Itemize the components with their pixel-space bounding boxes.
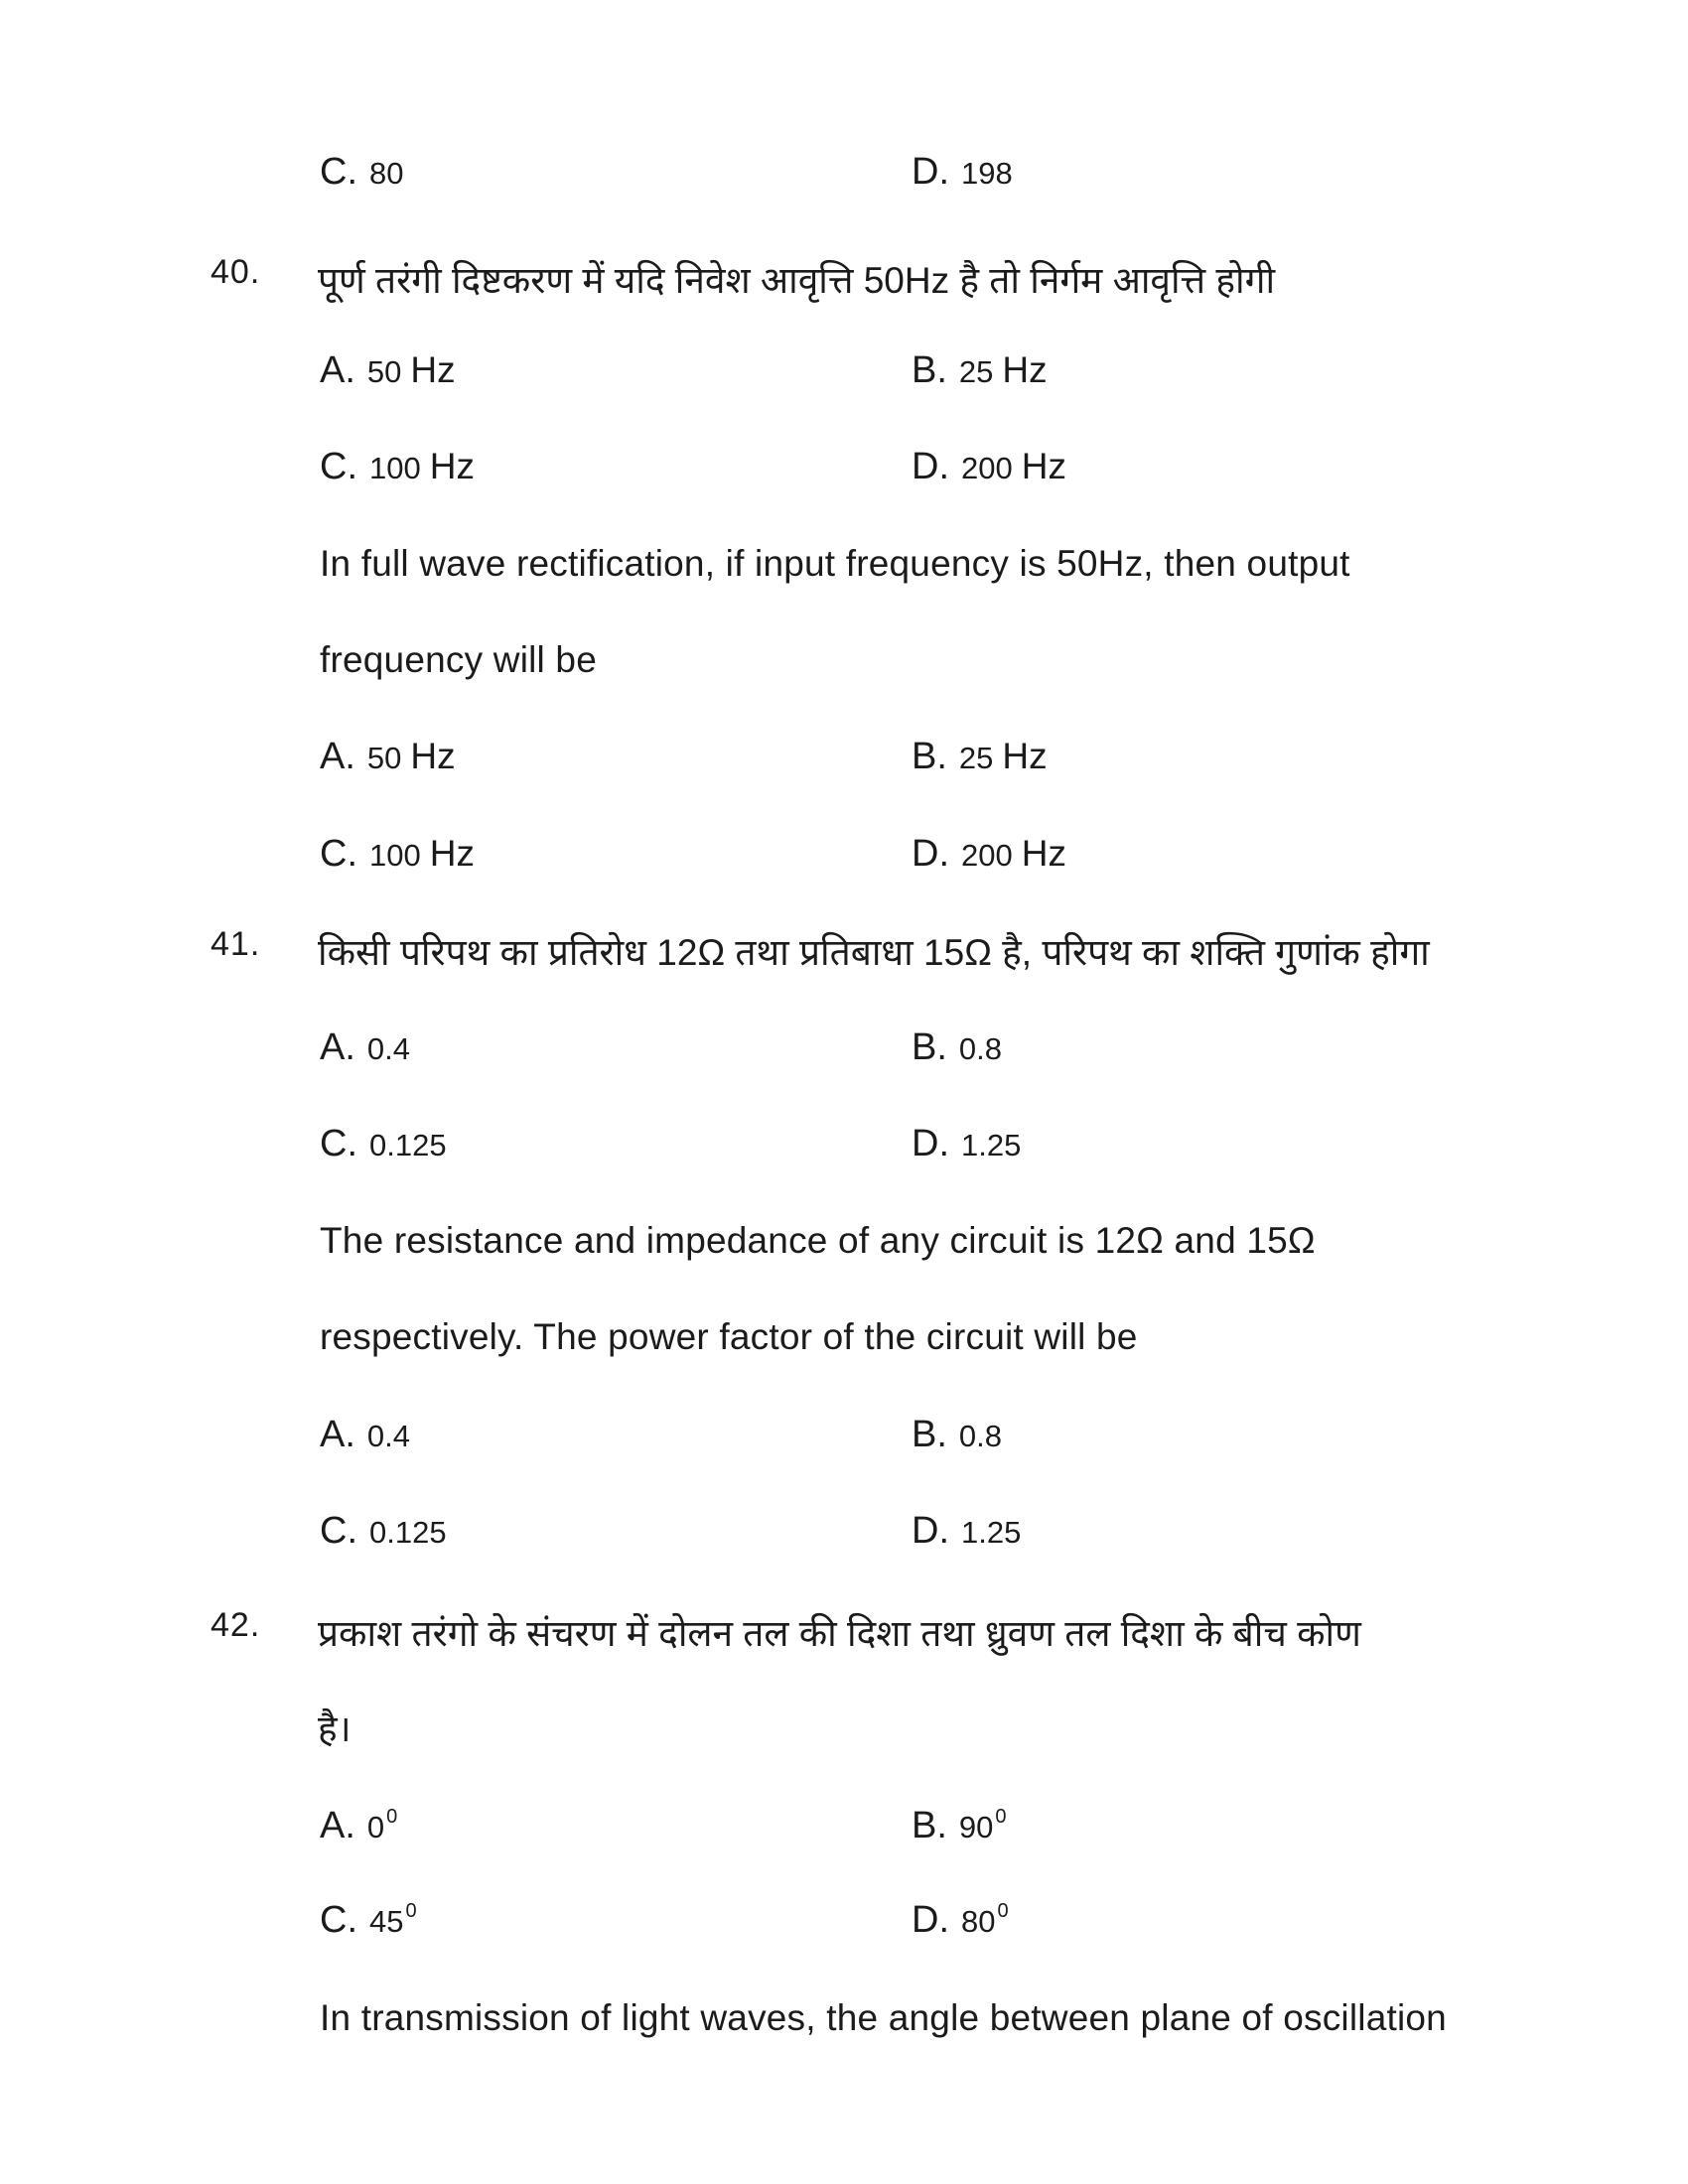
- option-letter: B.: [912, 1805, 947, 1846]
- option-letter: A.: [320, 736, 355, 777]
- question-40-option-d-en: [912, 833, 1066, 876]
- question-41-option-c: [320, 1123, 447, 1165]
- option-unit: Hz: [1002, 349, 1048, 390]
- question-41-number: 41.: [211, 925, 261, 963]
- question-41-option-d-en: [912, 1510, 1021, 1553]
- option-unit: Hz: [429, 446, 475, 486]
- option-value: 200: [961, 451, 1013, 485]
- question-41-text-english-2: respectively. The power factor of the circuit will be: [320, 1316, 1138, 1357]
- option-letter: A.: [320, 349, 355, 391]
- question-42-option-c: [320, 1899, 417, 1942]
- question-41-option-b: [912, 1026, 1002, 1069]
- option-letter: B.: [912, 1026, 947, 1068]
- option-value: 0.125: [369, 1128, 447, 1162]
- option-letter: C.: [320, 446, 357, 487]
- question-42-option-d: [912, 1899, 1009, 1942]
- question-42-text-hindi-2: है।: [318, 1708, 352, 1749]
- option-value: 25: [958, 741, 994, 775]
- question-41-text-hindi: किसी परिपथ का प्रतिरोध 12Ω तथा प्रतिबाधा 15Ω है, परिपथ का शक्ति गुणांक होगा: [318, 932, 1430, 973]
- option-value: 0.4: [366, 1031, 411, 1066]
- option-value: 80: [961, 1904, 996, 1939]
- option-letter: D.: [912, 151, 949, 193]
- option-letter: A.: [320, 1026, 355, 1068]
- question-42-text-english-1: In transmission of light waves, the angle between plane of oscillation: [320, 1997, 1447, 2038]
- option-superscript: 0: [995, 1806, 1007, 1828]
- question-40-text-english-1: In full wave rectification, if input frequency is 50Hz, then output: [320, 543, 1350, 584]
- option-value: 100: [369, 451, 421, 485]
- option-letter: C.: [320, 833, 357, 875]
- question-42-option-b: [912, 1805, 1007, 1847]
- question-42-number: 42.: [211, 1606, 261, 1644]
- option-letter: A.: [320, 1805, 355, 1846]
- option-value: 1.25: [961, 1515, 1022, 1550]
- option-letter: B.: [912, 736, 947, 777]
- question-41-text-english-1: The resistance and impedance of any circuit is 12Ω and 15Ω: [320, 1220, 1316, 1261]
- question-41-option-a: [320, 1026, 410, 1069]
- option-value: 80: [369, 156, 404, 191]
- option-value: 50: [366, 741, 402, 775]
- question-40-option-b-en: [912, 736, 1048, 778]
- question-40-text-english-2: frequency will be: [320, 639, 597, 680]
- option-value: 50: [366, 354, 402, 389]
- question-40-option-d: [912, 446, 1066, 488]
- carryover-option-d: [912, 151, 1013, 194]
- carryover-option-c: [320, 151, 403, 194]
- option-letter: C.: [320, 1899, 357, 1941]
- option-unit: Hz: [429, 833, 475, 874]
- question-41-option-c-en: [320, 1510, 447, 1553]
- option-value: 1.25: [961, 1128, 1022, 1162]
- option-value: 198: [961, 156, 1013, 191]
- question-40-option-c-en: [320, 833, 475, 876]
- option-letter: D.: [912, 833, 949, 875]
- option-letter: C.: [320, 1123, 357, 1164]
- option-value: 45: [369, 1904, 404, 1939]
- option-letter: B.: [912, 1414, 947, 1455]
- option-letter: B.: [912, 349, 947, 391]
- option-value: 90: [958, 1810, 994, 1844]
- option-letter: D.: [912, 1123, 949, 1164]
- option-unit: Hz: [1002, 736, 1048, 776]
- question-42-option-a: [320, 1805, 397, 1847]
- option-letter: C.: [320, 1510, 357, 1552]
- option-value: 0.4: [366, 1419, 411, 1453]
- option-superscript: 0: [405, 1900, 417, 1922]
- option-value: 0.8: [958, 1419, 1003, 1453]
- option-value: 0: [366, 1810, 385, 1844]
- option-superscript: 0: [997, 1900, 1009, 1922]
- question-41-option-a-en: [320, 1414, 410, 1456]
- question-40-number: 40.: [211, 253, 261, 291]
- question-40-option-c: [320, 446, 475, 488]
- option-value: 100: [369, 838, 421, 873]
- option-value: 25: [958, 354, 994, 389]
- option-value: 200: [961, 838, 1013, 873]
- option-letter: A.: [320, 1414, 355, 1455]
- option-letter: C.: [320, 151, 357, 193]
- option-letter: D.: [912, 446, 949, 487]
- option-unit: Hz: [410, 349, 456, 390]
- option-letter: D.: [912, 1899, 949, 1941]
- question-40-option-b: [912, 349, 1048, 392]
- option-letter: D.: [912, 1510, 949, 1552]
- option-value: 0.125: [369, 1515, 447, 1550]
- option-unit: Hz: [410, 736, 456, 776]
- question-40-option-a: [320, 349, 456, 392]
- option-value: 0.8: [958, 1031, 1003, 1066]
- question-40-text-hindi: पूर्ण तरंगी दिष्टकरण में यदि निवेश आवृत्ति 50Hz है तो निर्गम आवृत्ति होगी: [318, 260, 1276, 301]
- option-unit: Hz: [1021, 446, 1066, 486]
- option-superscript: 0: [386, 1806, 398, 1828]
- option-unit: Hz: [1021, 833, 1066, 874]
- question-40-option-a-en: [320, 736, 456, 778]
- question-41-option-b-en: [912, 1414, 1002, 1456]
- question-42-text-hindi-1: प्रकाश तरंगो के संचरण में दोलन तल की दिशा तथा ध्रुवण तल दिशा के बीच कोण: [318, 1613, 1361, 1654]
- question-41-option-d: [912, 1123, 1021, 1165]
